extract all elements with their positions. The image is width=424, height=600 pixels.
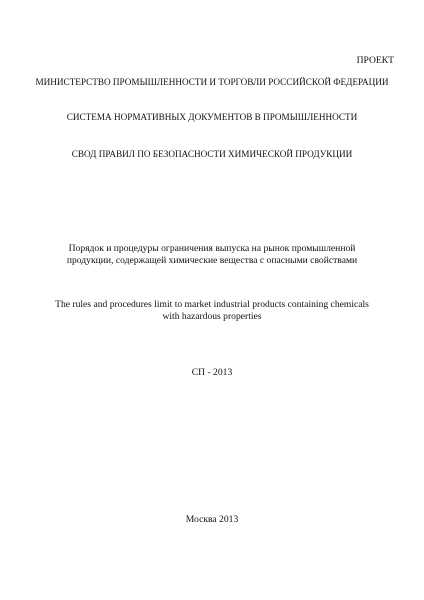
ministry-name: МИНИСТЕРСТВО ПРОМЫШЛЕННОСТИ И ТОРГОВЛИ РОССИЙСКОЙ ФЕДЕРАЦИИ xyxy=(35,77,389,87)
city-year: Москва 2013 xyxy=(185,514,239,525)
code-of-rules: СВОД ПРАВИЛ ПО БЕЗОПАСНОСТИ ХИМИЧЕСКОЙ ПРОДУКЦИИ xyxy=(71,149,353,159)
document-system: СИСТЕМА НОРМАТИВНЫХ ДОКУМЕНТОВ В ПРОМЫШЛЕННОСТИ xyxy=(66,112,358,122)
draft-label: ПРОЕКТ xyxy=(356,55,394,66)
title-english-line-1: The rules and procedures limit to market industrial products containing chemicals xyxy=(55,299,369,310)
title-english xyxy=(0,299,424,323)
title-russian-line-2: продукции, содержащей химические вещества с опасными свойствами xyxy=(66,255,358,266)
title-russian-line-1: Порядок и процедуры ограничения выпуска на рынок промышленной xyxy=(68,243,356,254)
title-russian xyxy=(0,243,424,267)
title-english-line-2: with hazardous properties xyxy=(162,311,262,322)
document-number: СП - 2013 xyxy=(191,367,233,378)
